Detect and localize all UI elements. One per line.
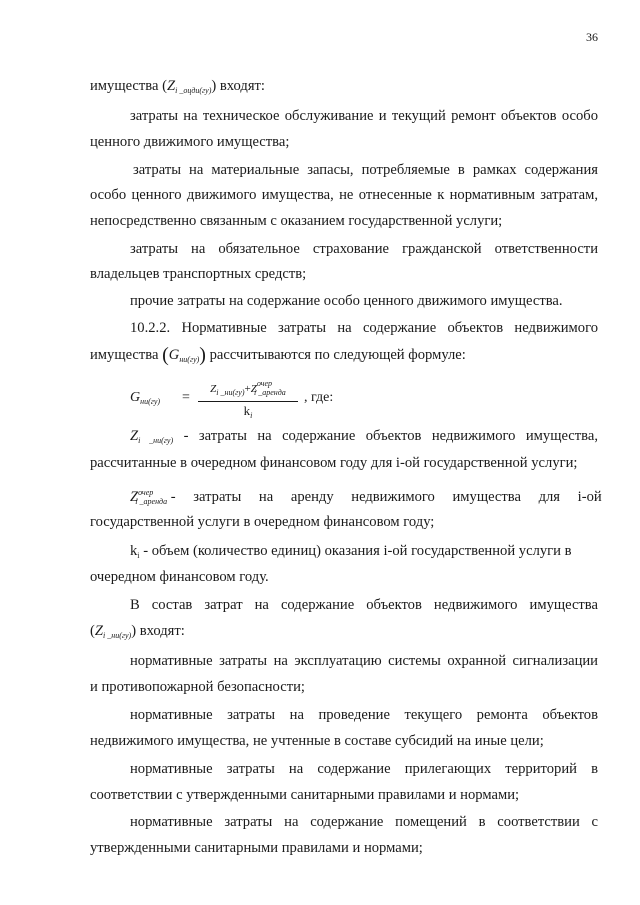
text-line xyxy=(90,622,598,645)
fraction-bar xyxy=(198,401,298,402)
line-text: рассчитываются по следующей формуле: xyxy=(205,347,466,363)
math-symbol: Z xyxy=(210,383,217,395)
math-subscript: ни(гу) xyxy=(179,355,200,364)
math-superscript: очер xyxy=(256,379,273,388)
formula-tail: , где: xyxy=(304,390,334,405)
math-subscript: ни(гу) xyxy=(140,397,161,406)
math-subscript: i _аренда xyxy=(135,497,168,506)
math-subscript: i _оцди(гу) xyxy=(175,86,212,95)
line-text: ) входят: xyxy=(211,78,265,94)
text-line: утвержденными санитарными правилами и нормами; xyxy=(90,840,423,856)
math-symbol: G xyxy=(168,347,180,363)
text-line: очередном финансовом году. xyxy=(90,569,269,585)
text-line xyxy=(130,427,598,450)
math-symbol: Z xyxy=(250,383,257,395)
line-text: - объем (количество единиц) оказания i-ой государственной услуги в xyxy=(143,543,572,559)
text-line: затраты на материальные запасы, потребляемые в рамках содержания xyxy=(133,162,598,178)
text-line: имущества $(G_{ни(гу)})$ рассчитываются по следующей формуле: xyxy=(90,344,466,366)
math-symbol: Z xyxy=(94,623,103,639)
math-subscript: i _ни(гу) xyxy=(103,631,132,640)
math-subscript: i _ни(гу) xyxy=(216,388,245,397)
math-symbol: k xyxy=(243,403,251,418)
text-line: нормативные затраты на содержание помещений в соответствии с xyxy=(130,814,598,830)
line-text: ) входят: xyxy=(131,623,185,639)
text-line: прочие затраты на содержание особо ценного движимого имущества. xyxy=(130,293,563,309)
text-line: особо ценного движимого имущества, не отнесенные к нормативным затратам, xyxy=(90,187,598,203)
text-line: государственной услуги в очередном финансовом году; xyxy=(90,514,435,530)
math-subscript: i xyxy=(137,551,140,560)
formula-lhs xyxy=(130,390,160,406)
math-symbol: G xyxy=(130,390,141,405)
math-symbol: Z xyxy=(130,428,139,444)
text-line xyxy=(130,484,602,511)
text-line: затраты на техническое обслуживание и текущий ремонт объектов особо xyxy=(130,108,598,124)
formula-fraction xyxy=(198,377,298,423)
text-line: соответствии с утвержденными санитарными правилами и нормами; xyxy=(90,787,520,803)
math-symbol: Z xyxy=(166,78,176,94)
text-line: В состав затрат на содержание объектов недвижимого имущества xyxy=(130,597,598,613)
math-operator: + xyxy=(244,383,251,395)
text-line: затраты на обязательное страхование гражданской ответственности xyxy=(130,241,598,257)
math-symbol: Z xyxy=(130,489,139,505)
math-subscript: i _ни(гу) xyxy=(138,436,174,445)
text-line: рассчитанные в очередном финансовом году для i-ой государственной услуги; xyxy=(90,455,578,471)
line-text: имущества ( xyxy=(90,78,167,94)
math-superscript: очер xyxy=(138,488,154,497)
line-text: имущества xyxy=(90,347,163,363)
page-number: 36 xyxy=(586,30,598,44)
line-text: - затраты на аренду недвижимого имущества для i-ой xyxy=(170,489,602,505)
line-text: ( xyxy=(90,623,95,639)
text-line: 10.2.2. Нормативные затраты на содержание объектов недвижимого xyxy=(130,320,598,336)
formula-denominator xyxy=(198,404,298,423)
formula-equals: = xyxy=(182,390,190,405)
text-line: нормативные затраты на эксплуатацию системы охранной сигнализации xyxy=(130,653,598,669)
text-line: владельцев транспортных средств; xyxy=(90,266,307,282)
math-subscript: i _аренда xyxy=(254,388,286,397)
text-line: недвижимого имущества, не учтенные в составе субсидий на иные цели; xyxy=(90,733,544,749)
text-line: и противопожарной безопасности; xyxy=(90,679,305,695)
text-line xyxy=(130,542,598,565)
text-line: нормативные затраты на проведение текущего ремонта объектов xyxy=(130,707,598,723)
line-text: - затраты на содержание объектов недвижимого имущества, xyxy=(183,428,598,444)
text-line: ценного движимого имущества; xyxy=(90,134,290,150)
text-line: нормативные затраты на содержание прилегающих территорий в xyxy=(130,761,598,777)
text-line: непосредственно связанным с оказанием государственной услуги; xyxy=(90,213,503,229)
math-subscript: i xyxy=(250,411,253,420)
text-line xyxy=(90,77,598,100)
math-symbol: k xyxy=(130,543,138,559)
formula-numerator xyxy=(198,377,298,400)
